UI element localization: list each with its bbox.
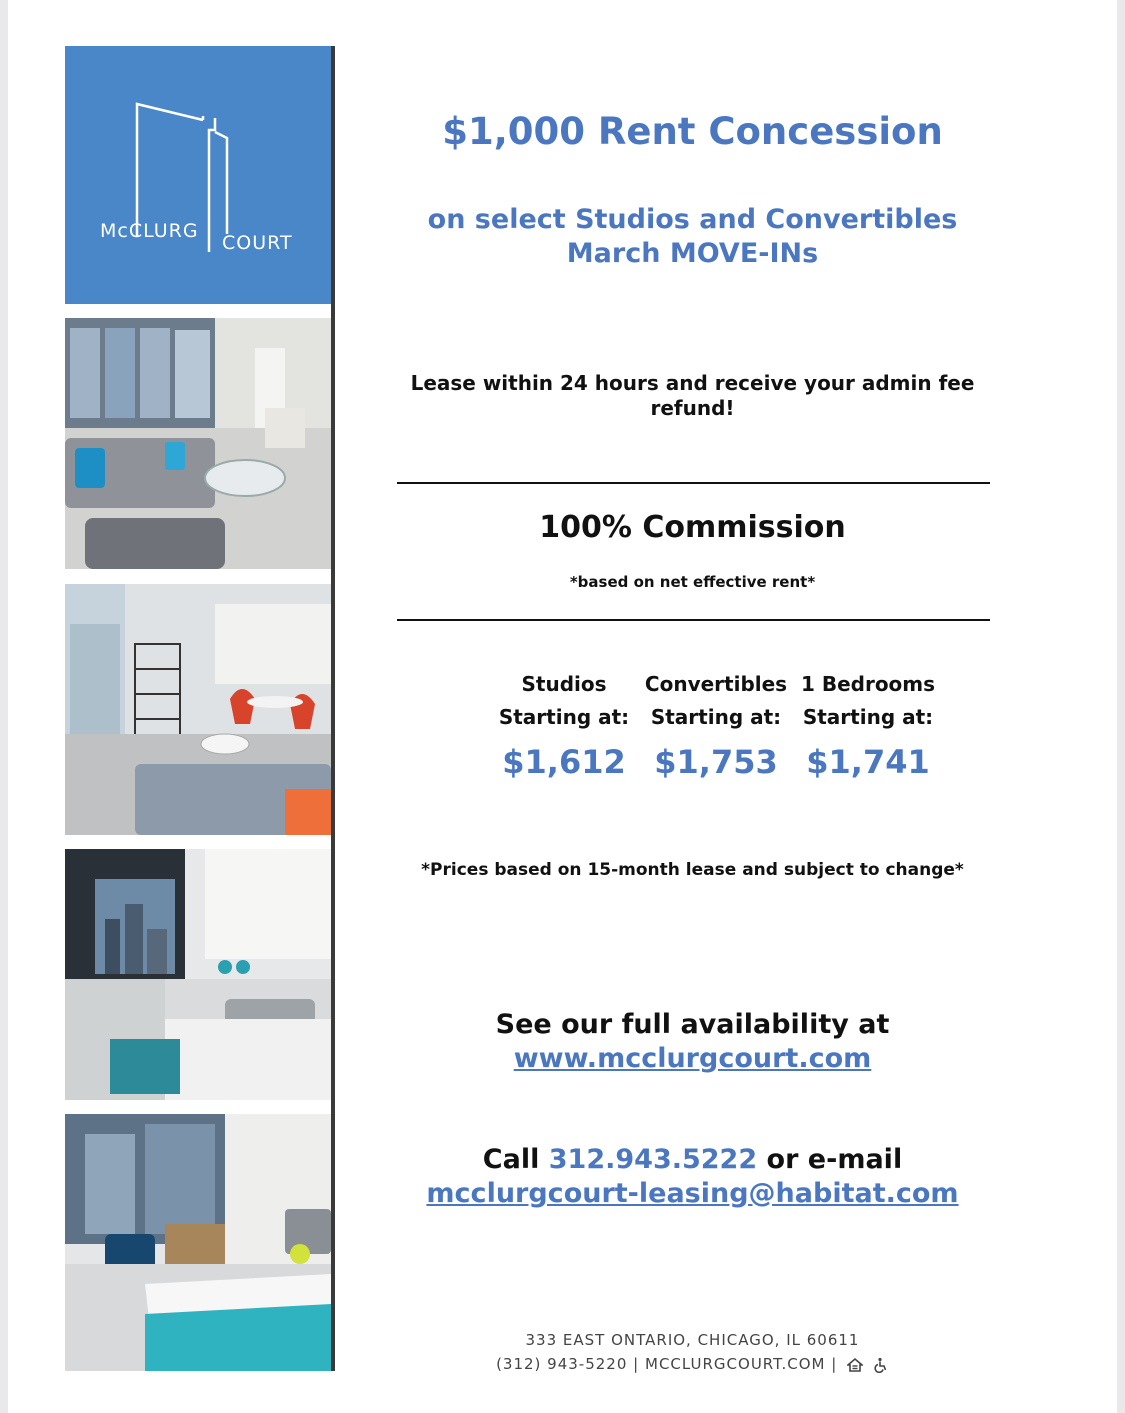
or-email-label: or e-mail: [766, 1144, 903, 1175]
pricing-type: 1 Bedrooms: [800, 672, 936, 696]
availability: [380, 1008, 1005, 1076]
brand-name-right: COURT: [222, 232, 293, 254]
accessibility-icon: [873, 1357, 889, 1373]
living-room-photo: [65, 318, 331, 569]
website-link[interactable]: www.mcclurgcourt.com: [513, 1043, 872, 1074]
pricing-label: Starting at:: [650, 705, 782, 729]
pricing-type: Studios: [521, 672, 607, 696]
commission-note: *based on net effective rent*: [569, 573, 816, 591]
lease-offer: [380, 371, 1005, 421]
pricing-amount: $1,741: [806, 743, 930, 781]
brand-name-left: McCLURG: [100, 220, 199, 242]
pricing-studios: [489, 672, 639, 781]
lease-offer-line1: Lease within 24 hours and receive your admin fee: [410, 371, 975, 395]
headline: $1,000 Rent Concession: [442, 110, 943, 153]
commission-title: 100% Commission: [539, 510, 846, 545]
pricing-amount: $1,753: [654, 743, 778, 781]
pricing-convertibles: [640, 672, 792, 781]
footer-contact: [380, 1355, 1005, 1373]
building-logo-icon: [65, 46, 331, 304]
lease-offer-line2: refund!: [650, 396, 735, 420]
bedroom-photo: [65, 1114, 331, 1371]
divider-bottom: [397, 619, 990, 621]
footer-separator: |: [831, 1355, 838, 1373]
equal-housing-icon: [847, 1357, 863, 1373]
studio-living-photo: [65, 584, 331, 835]
kitchen-photo: [65, 849, 331, 1100]
footer-separator: |: [633, 1355, 640, 1373]
pricing-1-bedrooms: [793, 672, 943, 781]
divider-top: [397, 482, 990, 484]
pricing-label: Starting at:: [498, 705, 630, 729]
pricing-disclaimer: *Prices based on 15-month lease and subject to change*: [421, 860, 964, 880]
pricing-type: Convertibles: [644, 672, 788, 696]
pricing-amount: $1,612: [502, 743, 626, 781]
subline-line1: on select Studios and Convertibles: [427, 204, 958, 235]
subline: [380, 203, 1005, 271]
contact: [380, 1143, 1005, 1211]
footer-address: 333 EAST ONTARIO, CHICAGO, IL 60611: [525, 1331, 860, 1349]
call-label: Call: [482, 1144, 540, 1175]
subline-line2: March MOVE-INs: [566, 238, 819, 269]
sidebar-edge: [331, 46, 335, 1371]
pricing-label: Starting at:: [802, 705, 934, 729]
footer-website: MCCLURGCOURT.COM: [645, 1355, 826, 1373]
availability-text: See our full availability at: [495, 1009, 890, 1040]
footer-phone: (312) 943-5220: [496, 1355, 628, 1373]
phone-link[interactable]: 312.943.5222: [548, 1144, 758, 1175]
brand-logo: [65, 46, 331, 304]
email-link[interactable]: mcclurgcourt-leasing@habitat.com: [426, 1178, 959, 1209]
